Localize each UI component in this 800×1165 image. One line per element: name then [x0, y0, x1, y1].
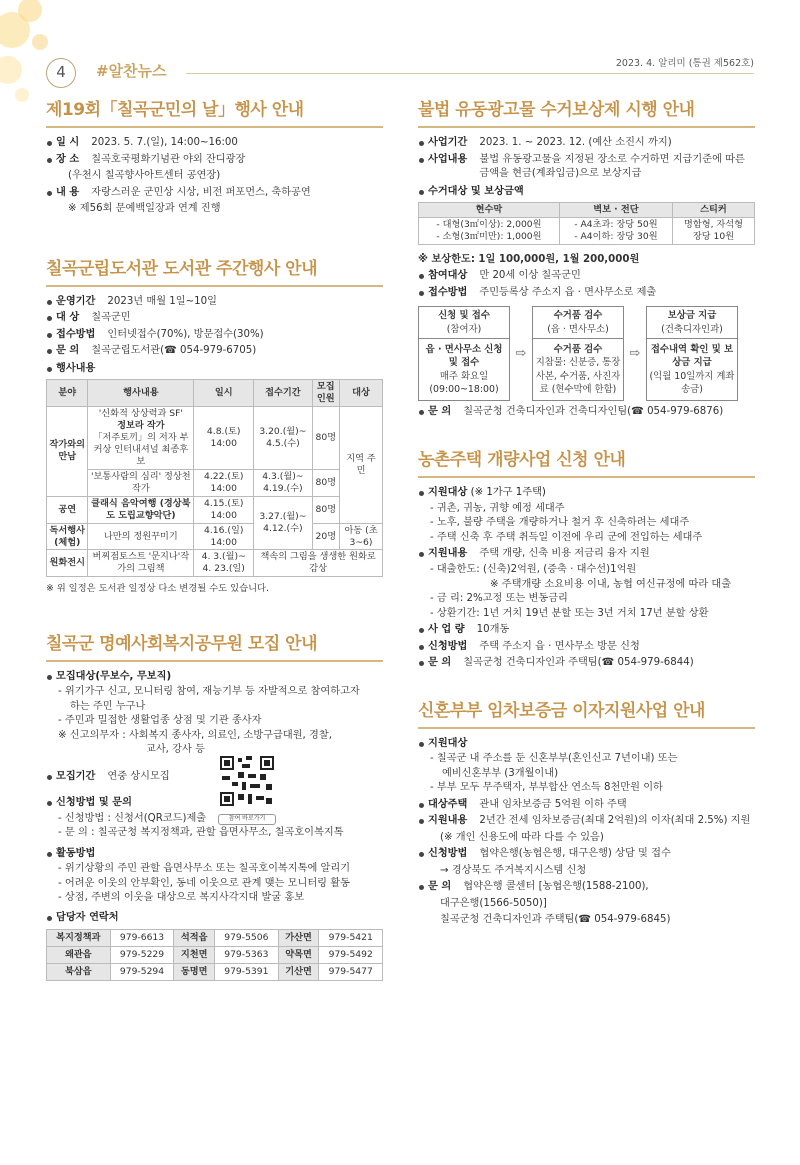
step-header [419, 307, 509, 339]
contact-dept: 기산면 [278, 963, 319, 980]
process-steps [418, 306, 755, 401]
cell-event: 클래식 음악여행 (경상북도 도립교향악단) [88, 496, 194, 523]
row-value: 자랑스러운 군민상 시상, 비전 퍼포먼스, 축하공연 [91, 186, 311, 198]
step-main: 수거품 검수 [553, 344, 603, 356]
cell-target: 지역 주민 [340, 407, 383, 524]
info-row [418, 831, 755, 845]
info-row [418, 798, 755, 812]
cell-event: 버찌점토스트 '문지나'작가의 그림책 [88, 550, 194, 577]
event-author: 정보라 작가 [117, 419, 165, 431]
qr-label: 참여 바로가기 [218, 814, 276, 825]
cell-event [88, 407, 194, 470]
th-sticker: 스티커 [672, 203, 754, 218]
row-label: 신청방법 [418, 847, 467, 861]
schedule-note: ※ 위 일정은 도서관 일정상 다소 변경될 수도 있습니다. [46, 583, 269, 595]
row-value: 협약은행 콜센터 [농협은행(1588-2100), [463, 881, 649, 893]
list-item: - 부부 모두 무주택자, 부부합산 연소득 8천만원 이하 [430, 782, 663, 794]
list-item: 하는 주민 누구나 [70, 700, 146, 712]
th-target: 대상 [340, 380, 383, 407]
row-label: 대상주택 [418, 798, 467, 812]
step-sub: (참여자) [446, 323, 482, 335]
event-desc: 「저주토끼」의 저자 부커상 인터내셔널 최종후보 [93, 431, 189, 467]
ad-inquiry [418, 405, 755, 419]
row-value: 2023. 1. ~ 2023. 12. (예산 소진시 까지) [479, 137, 672, 149]
th-event: 행사내용 [88, 380, 194, 407]
arrow-right-icon: ⇨ [629, 345, 641, 361]
info-row [418, 153, 755, 182]
ad-section [418, 98, 755, 420]
info-row [46, 202, 383, 216]
label-sub: (※ 1가구 1주택) [467, 487, 546, 499]
contacts-label: 담당자 연락처 [46, 911, 383, 925]
list-item: - 노후, 불량 주택을 개량하거나 철거 후 신축하려는 세대주 [430, 517, 690, 529]
row-value: 주택 개량, 신축 비용 저금리 융자 지원 [479, 547, 650, 559]
contact-dept: 왜관읍 [47, 946, 111, 963]
recruit-target-list [46, 685, 383, 757]
th-period: 접수기간 [254, 380, 312, 407]
step-sub: (읍 · 면사무소) [547, 323, 609, 335]
row-value: 칠곡호국평화기념관 야외 잔디광장 [91, 153, 246, 165]
contact-dept: 가산면 [278, 929, 319, 946]
th-poster: 벽보 · 전단 [559, 203, 672, 218]
recruit-period [46, 770, 383, 784]
info-row [418, 880, 755, 894]
cell-target: 아동 (초3~6) [340, 523, 383, 550]
cell-poster [559, 218, 672, 245]
row-value: 칠곡군청 건축디자인과 주택팀(☎ 054-979-6844) [463, 657, 694, 669]
ad-title: 불법 유동광고물 수거보상제 시행 안내 [418, 98, 755, 128]
row-value: 대구은행(1566-5050)] [440, 897, 547, 909]
row-label: 운영기간 [46, 295, 95, 309]
process-step [646, 306, 738, 401]
row-label: 지원내용 [418, 547, 467, 561]
activity-label: 활동방법 [46, 847, 383, 861]
list-item: - 상점, 주변의 이웃을 대상으로 복지사각지대 발굴 홍보 [58, 892, 305, 903]
info-row [46, 186, 383, 200]
cell-capacity: 80명 [312, 407, 339, 470]
cell-event: '보통사람의 심리' 정상천 작가 [88, 469, 194, 496]
info-row [46, 328, 383, 342]
cell-sticker [672, 218, 754, 245]
list-item: - 주택 신축 후 주택 취득일 이전에 우리 군에 전입하는 세대주 [430, 531, 703, 543]
th-banner: 현수막 [419, 203, 560, 218]
contact-phone: 979-5391 [215, 963, 279, 980]
contact-phone: 979-5492 [319, 946, 383, 963]
items-label: 수거대상 및 보상금액 [418, 185, 755, 199]
newlywed-title: 신혼부부 임차보증금 이자지원사업 안내 [418, 699, 755, 729]
list-item: ※ 신고의무자 : 사회복지 종사자, 의료인, 소방구급대원, 경찰, [58, 729, 332, 741]
step-detail: (익월 10일까지 계좌 송금) [649, 370, 735, 396]
cell-category: 공연 [47, 496, 88, 523]
header-divider [186, 73, 754, 74]
event-section [46, 98, 383, 217]
cell-category: 독서행사 (체험) [47, 523, 88, 550]
list-item: - 문 의 : 칠곡군청 복지정책과, 관할 읍면사무소, 칠곡호이복지톡 [58, 827, 344, 839]
contact-dept: 동명면 [174, 963, 215, 980]
row-value: 칠곡군청 건축디자인과 주택팀(☎ 054-979-6845) [440, 914, 671, 926]
contact-phone: 979-5294 [110, 963, 174, 980]
reward-limit: ※ 보상한도: 1일 100,000원, 1월 200,000원 [418, 253, 640, 265]
row-value: (우천시 칠곡향사아트센터 공연장) [68, 170, 221, 182]
row-value: 만 20세 이상 칠곡군민 [479, 270, 581, 282]
qr-code-icon [218, 754, 276, 808]
list-item: - 위기가구 신고, 모니터링 참여, 재능기부 등 자발적으로 참여하고자 [58, 686, 360, 698]
row-label: 참여대상 [418, 269, 467, 283]
th-date: 일시 [194, 380, 254, 407]
library-title: 칠곡군립도서관 도서관 주간행사 안내 [46, 257, 383, 287]
event-text: '신화적 상상력과 SF' [98, 408, 183, 419]
row-label: 장 소 [46, 153, 79, 167]
step-sub: (건축디자인과) [661, 323, 723, 335]
info-row [418, 656, 755, 670]
housing-title: 농촌주택 개량사업 신청 안내 [418, 448, 755, 478]
row-value: 10개동 [476, 624, 510, 636]
section-tag: #알찬뉴스 [96, 62, 167, 80]
newlywed-section [418, 699, 755, 928]
info-row [418, 136, 755, 150]
list-item: 교사, 강사 등 [146, 744, 205, 756]
cell-category: 작가와의 만남 [47, 407, 88, 497]
step-detail: 매주 화요일 (09:00~18:00) [429, 370, 499, 396]
left-column [46, 92, 383, 993]
info-row [46, 136, 383, 150]
step-body [533, 339, 623, 400]
contact-dept: 석적읍 [174, 929, 215, 946]
row-value: 2년간 전세 임차보증금(최대 2억원)의 이자(최대 2.5%) 지원 [479, 815, 751, 827]
housing-target-label [418, 486, 755, 500]
cell-line: 명함형, 자석형 [683, 219, 744, 231]
info-row [418, 269, 755, 283]
row-label: 접수방법 [46, 328, 95, 342]
info-row [418, 847, 755, 861]
welfare-title: 칠곡군 명예사회복지공무원 모집 안내 [46, 632, 383, 662]
row-label: 모집기간 [46, 770, 95, 784]
row-value: 2023. 5. 7.(일), 14:00~16:00 [91, 137, 238, 149]
cell-period: 3.27.(월)~ 4.12.(수) [254, 496, 312, 550]
row-value: 2023년 매월 1일~10일 [107, 295, 217, 307]
library-events-table [46, 379, 383, 577]
step-title: 신청 및 접수 [438, 310, 490, 322]
process-step [532, 306, 624, 401]
row-label: 일 시 [46, 136, 79, 150]
list-item: - 칠곡군 내 주소를 둔 신혼부부(혼인신고 7년이내) 또는 [430, 753, 678, 765]
row-value: 협약은행(농협은행, 대구은행) 상담 및 접수 [479, 848, 671, 860]
contact-phone: 979-6613 [110, 929, 174, 946]
cell-capacity: 80명 [312, 496, 339, 523]
row-value: (※ 개인 신용도에 따라 다를 수 있음) [440, 831, 604, 843]
info-row [46, 311, 383, 325]
row-value: 주택 주소지 읍 · 면사무소 방문 신청 [479, 640, 640, 652]
row-label: 사업기간 [418, 136, 467, 150]
row-value: 연중 상시모집 [107, 770, 170, 782]
list-item: ※ 주택개량 소요비용 이내, 농협 여신규정에 따라 대출 [490, 578, 732, 590]
list-item: - 위기상황의 주민 관할 읍면사무소 또는 칠곡호이복지톡에 알리기 [58, 863, 351, 875]
cell-line: - 대형(3㎡이상): 2,000원 [436, 219, 542, 231]
info-row [46, 153, 383, 167]
th-capacity: 모집인원 [312, 380, 339, 407]
info-row [418, 623, 755, 637]
contact-phone: 979-5477 [319, 963, 383, 980]
cell-period: 3.20.(월)~ 4.5.(수) [254, 407, 312, 470]
info-row [46, 169, 383, 183]
recruit-target-label: 모집대상(무보수, 무보직) [46, 670, 383, 684]
row-label: 문 의 [418, 656, 451, 670]
list-item: - 귀촌, 귀농, 귀향 예정 세대주 [430, 502, 565, 514]
event-title: 제19회「칠곡군민의 날」행사 안내 [46, 98, 383, 128]
list-item: 예비신혼부부 (3개월이내) [442, 767, 559, 779]
cell-event: 나만의 정원꾸미기 [88, 523, 194, 550]
housing-support [418, 547, 755, 561]
info-row [418, 864, 755, 878]
list-item: - 어려운 이웃의 안부확인, 동네 이웃으로 관계 맺는 모니터링 활동 [58, 877, 350, 889]
step-main: 읍 · 면사무소 신청 및 접수 [425, 344, 503, 369]
list-item: - 주민과 밀접한 생활업종 상점 및 기관 종사자 [58, 715, 262, 727]
row-value: 칠곡군립도서관(☎ 054-979-6705) [91, 345, 257, 357]
row-value: 관내 임차보증금 5억원 이하 주택 [479, 798, 627, 810]
info-row [418, 913, 755, 927]
issue-info: 2023. 4. 알리미 (통권 제562호) [615, 58, 754, 69]
library-section [46, 257, 383, 596]
cell-line: 장당 10원 [692, 230, 735, 242]
row-label: 사업내용 [418, 153, 467, 182]
row-label: 대 상 [46, 311, 79, 325]
contact-phone: 979-5363 [215, 946, 279, 963]
process-step [418, 306, 510, 401]
cell-category: 원화전시 [47, 550, 88, 577]
apply-label: 신청방법 및 문의 [46, 796, 383, 810]
contact-phone: 979-5506 [215, 929, 279, 946]
step-header [533, 307, 623, 339]
welfare-section [46, 632, 383, 981]
row-value: 칠곡군민 [91, 312, 131, 324]
contact-phone: 979-5421 [319, 929, 383, 946]
table-row [47, 929, 383, 946]
row-label: 문 의 [46, 344, 79, 358]
cell-date: 4. 3.(월)~ 4. 23.(일) [194, 550, 254, 577]
info-row [418, 286, 755, 300]
row-label: 지원내용 [418, 814, 467, 828]
table-row [47, 946, 383, 963]
list-item: - 상환기간: 1년 거치 19년 분할 또는 3년 거치 17년 분할 상환 [430, 607, 709, 619]
row-label: 신청방법 [418, 640, 467, 654]
step-title: 보상금 지급 [667, 310, 717, 322]
qr-code[interactable] [218, 754, 276, 823]
row-value: 인터넷접수(70%), 방문접수(30%) [107, 328, 264, 340]
reward-table [418, 202, 755, 245]
arrow-right-icon: ⇨ [515, 345, 527, 361]
row-value: 불법 유동광고물을 지정된 장소로 수거하면 지급기준에 따른 금액을 현금(계좌입금)으로 보상지급 [479, 153, 745, 180]
cell-date: 4.16.(일) 14:00 [194, 523, 254, 550]
step-body [647, 339, 737, 400]
row-label: 사 업 량 [418, 623, 465, 637]
info-row [418, 640, 755, 654]
row-value: → 경상북도 주거복지시스템 신청 [440, 864, 587, 876]
contact-phone: 979-5229 [110, 946, 174, 963]
cell-desc: 책속의 그림을 생생한 원화로 감상 [254, 550, 383, 577]
label-text: 지원대상 [428, 487, 468, 499]
cell-date: 4.8.(토) 14:00 [194, 407, 254, 470]
right-column [418, 92, 755, 940]
contact-dept: 약목면 [278, 946, 319, 963]
info-row [46, 344, 383, 358]
contact-dept: 북삼읍 [47, 963, 111, 980]
cell-capacity: 80명 [312, 469, 339, 496]
step-body [419, 339, 509, 400]
cell-period: 4.3.(월)~ 4.19.(수) [254, 469, 312, 496]
step-detail: 지참물: 신분증, 통장사본, 수거품, 사진자료 (현수막에 한함) [535, 357, 621, 396]
th-field: 분야 [47, 380, 88, 407]
step-header [647, 307, 737, 339]
row-label: 접수방법 [418, 286, 467, 300]
row-label: 문 의 [418, 405, 451, 419]
step-main: 접수내역 확인 및 보상금 지급 [650, 344, 734, 369]
list-item: - 대출한도: (신축)2억원, (증축 · 대수선)1억원 [430, 564, 637, 576]
events-label: 행사내용 [46, 362, 383, 376]
info-row [418, 897, 755, 911]
contact-dept: 복지정책과 [47, 929, 111, 946]
cell-line: - A4초과: 장당 50원 [574, 219, 658, 231]
info-row [46, 295, 383, 309]
newlywed-target-label: 지원대상 [418, 737, 755, 751]
contact-dept: 지천면 [174, 946, 215, 963]
list-item: - 신청방법 : 신청서(QR코드)제출 [58, 812, 207, 824]
info-row [418, 814, 755, 828]
step-title: 수거품 검수 [553, 310, 603, 322]
row-label: 문 의 [418, 880, 451, 894]
cell-line: - A4이하: 장당 30원 [574, 230, 658, 242]
list-item: - 금 리: 2%고정 또는 변동금리 [430, 593, 568, 605]
page-number: 4 [46, 58, 76, 88]
row-value: ※ 제56회 문예백일장과 연계 진행 [68, 203, 221, 215]
housing-section [418, 448, 755, 671]
cell-banner [419, 218, 560, 245]
cell-date: 4.22.(토) 14:00 [194, 469, 254, 496]
row-value: 주민등록상 주소지 읍 · 면사무소로 제출 [479, 286, 657, 298]
contacts-table [46, 929, 383, 981]
table-row [47, 963, 383, 980]
cell-line: - 소형(3㎡미만): 1,000원 [436, 230, 542, 242]
cell-capacity: 20명 [312, 523, 339, 550]
row-value: 칠곡군청 건축디자인과 건축디자인팀(☎ 054-979-6876) [463, 406, 724, 418]
row-label: 내 용 [46, 186, 79, 200]
cell-date: 4.15.(토) 14:00 [194, 496, 254, 523]
